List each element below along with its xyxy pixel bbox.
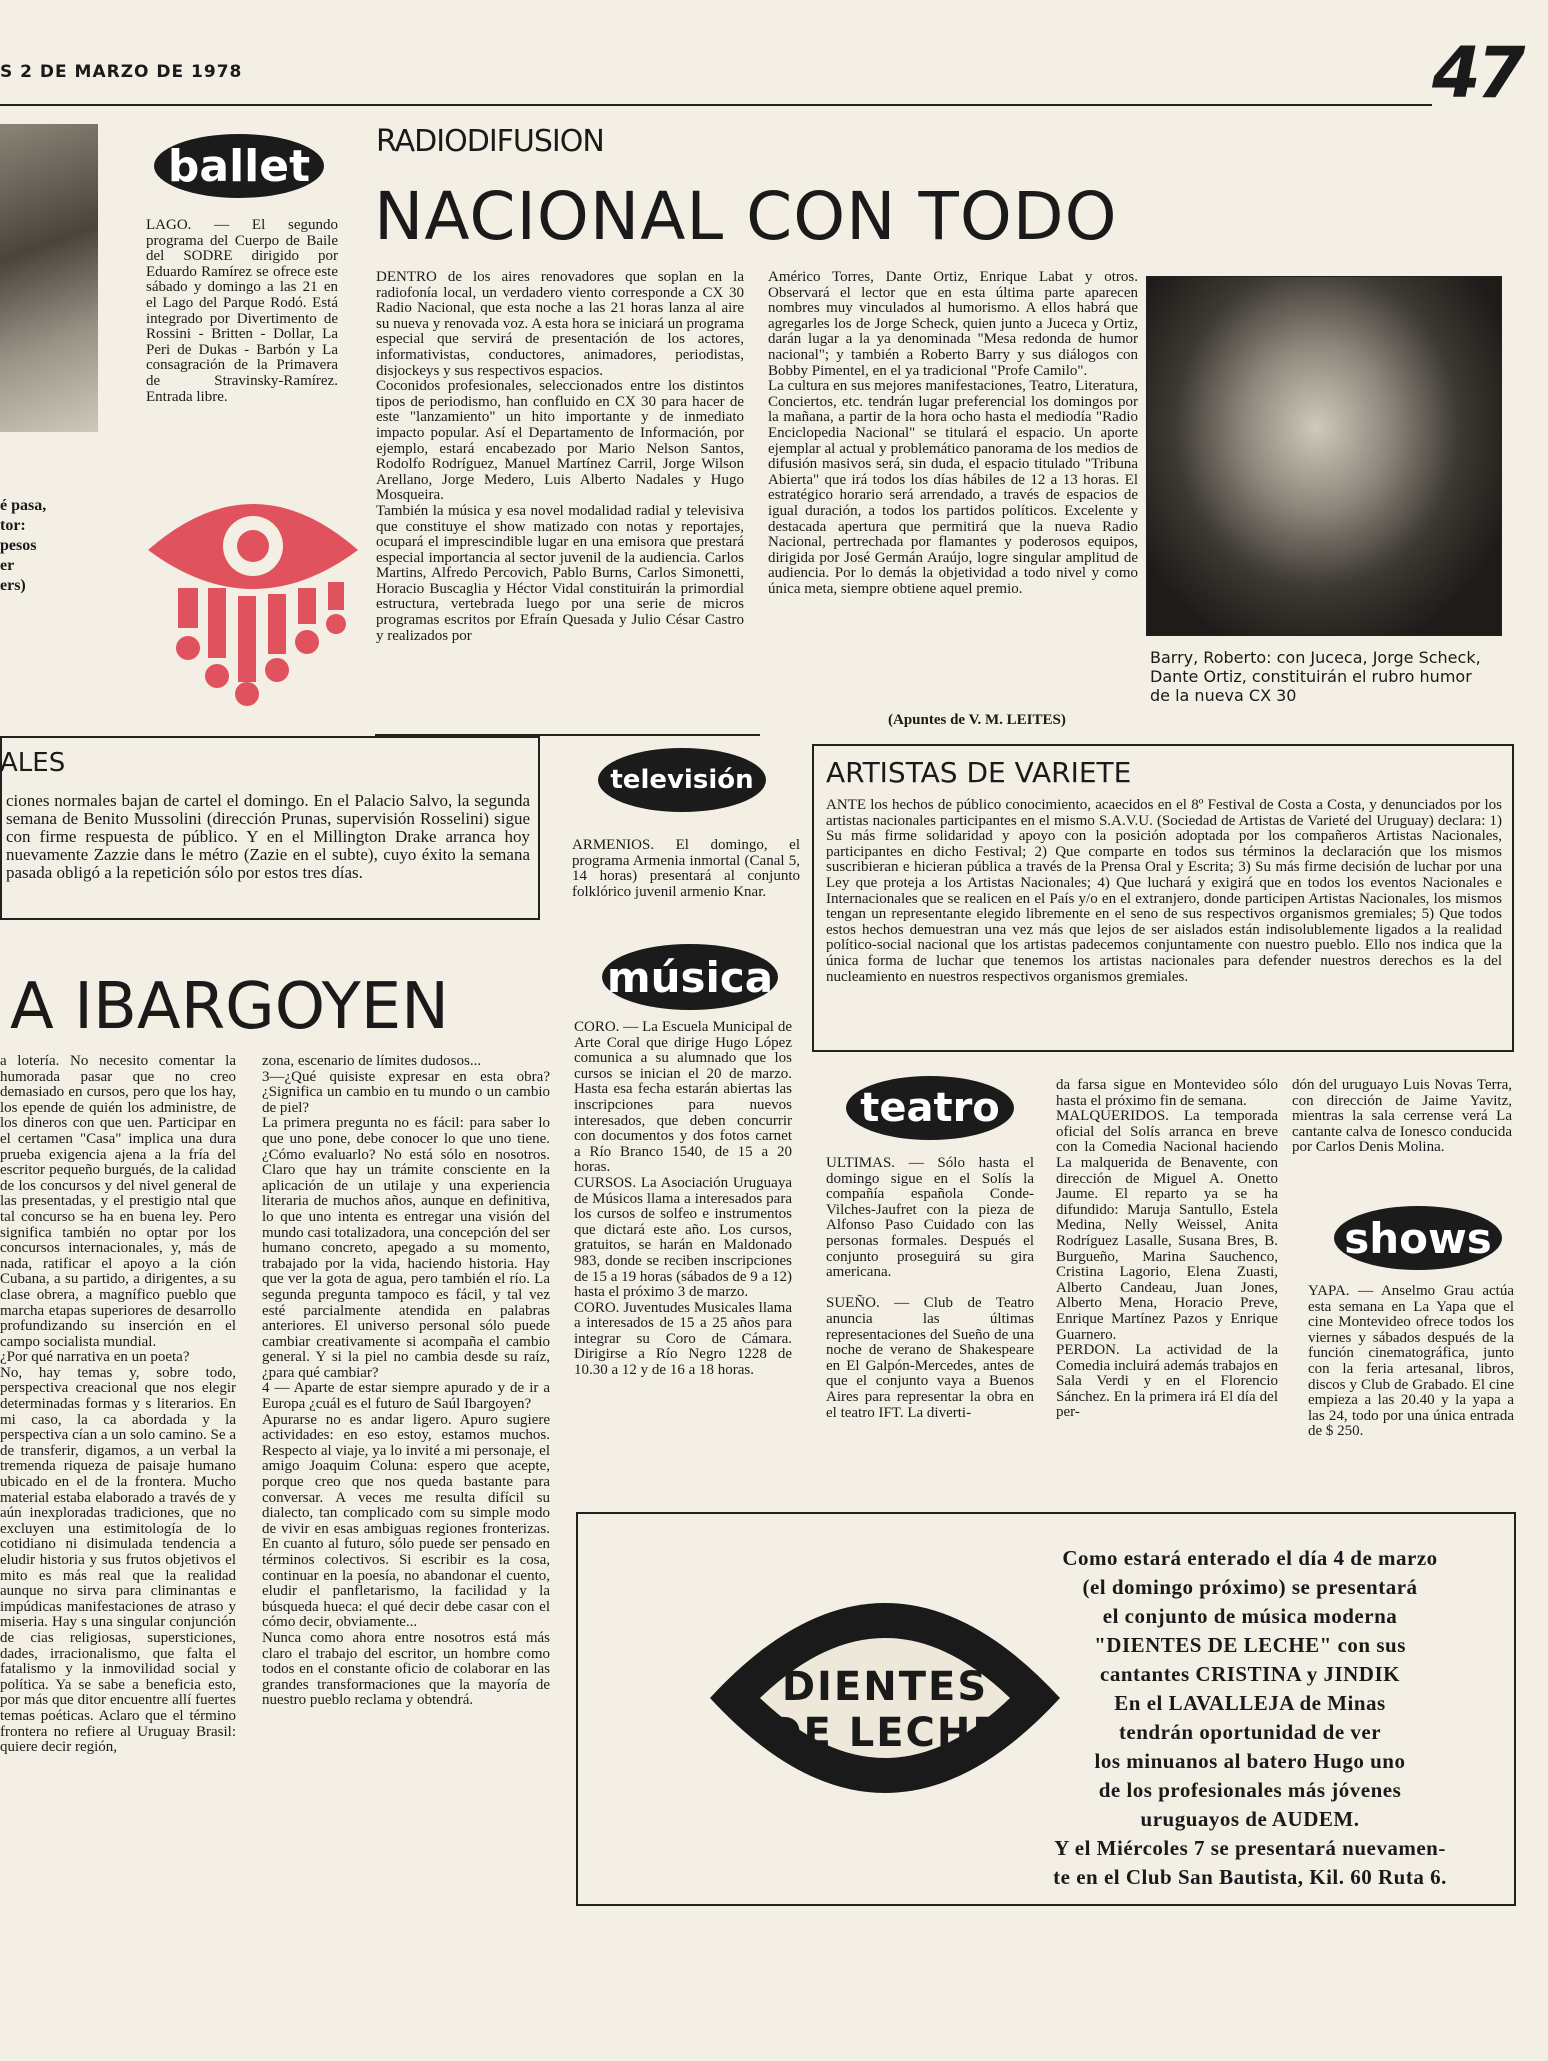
eye-illustration bbox=[138, 478, 368, 710]
ad-line: "DIENTES DE LECHE" con sus bbox=[1094, 1633, 1406, 1657]
masthead-date: S 2 DE MARZO DE 1978 bbox=[0, 62, 243, 82]
radio-kicker: RADIODIFUSION bbox=[376, 124, 604, 159]
teatro-column-2: da farsa sigue en Montevideo sólo hasta el próximo fin de semana. MALQUERIDOS. La temporada oficial del Solís arranca en breve con la Comedia Nacional haciendo La malquerida de Benavente, con dirección de Miguel A. Onetto Jaume. El reparto ya se ha difundido: Maruja Santullo, Estela Medina, Nelly Weissel, Anita Rodríguez Lasalle, Susana Bres, B. Burgueño, Marina Sauchenco, Cristina Lagorio, Elena Zuasti, Alberto Candeau, Juan Jones, Alberto Mena, Horacio Preve, Enrique Martínez Pazos y Enrique Guarnero. PERDON. La actividad de la Comedia incluirá además trabajos en Sala Verdi y en el Florencio Sánchez. En la primera irá El día del per- bbox=[1056, 1078, 1278, 1421]
teatro-column-1: ULTIMAS. — Sólo hasta el domingo sigue en el Solís la compañía española Conde-Vilches-Jaufret con la pieza de Alfonso Paso Cuidado con las personas formales. Después el conjunto proseguirá su gira americana. SUEÑO. — Club de Teatro anuncia las últimas representaciones del Sueño de una noche de verano de Shakespeare en El Galpón-Mercedes, antes de que el conjunto vaya a Buenos Aires para representar la obra en el teatro IFT. La diverti- bbox=[826, 1156, 1034, 1421]
ballet-article: LAGO. — El segundo programa del Cuerpo de Baile del SODRE dirigido por Eduardo Ramírez se ofrece este sábado y domingo a las 21 en el Lago del Parque Rodó. Está integrado por Divertimento de Rossini - Britten - Dollar, La Peri de Dukas - Barbón y La consagración de la Primavera de Stravinsky-Ramírez. Entrada libre. bbox=[146, 218, 338, 405]
ad-line: (el domingo próximo) se presentará bbox=[1082, 1575, 1418, 1599]
cine-article: ciones normales bajan de cartel el domingo. En el Palacio Salvo, la segunda semana de Benito Mussolini (dirección Prunas, supervisión Rosselini) sigue con firme respuesta de público. Y en el Millington Drake arranca hoy nuevamente Zazzie dans le métro (Zazie en el subte), cuyo éxito la semana pasada obligó a la repetición sólo por estos tres días. bbox=[6, 792, 530, 882]
masthead-rule bbox=[0, 104, 1432, 106]
ad-line: tendrán oportunidad de ver bbox=[1118, 1720, 1382, 1744]
dientes-logo-text: DIENTES DE LECHE bbox=[768, 1664, 1002, 1756]
musica-badge-label: música bbox=[606, 952, 774, 1002]
ad-line: de los profesionales más jóvenes bbox=[1098, 1778, 1402, 1802]
television-badge bbox=[598, 748, 766, 812]
ad-line: Como estará enterado el día 4 de marzo bbox=[1062, 1546, 1438, 1570]
ballet-badge-label: ballet bbox=[167, 140, 311, 192]
musica-badge bbox=[602, 944, 778, 1010]
musica-article: CORO. — La Escuela Municipal de Arte Coral que dirige Hugo López comunica a su alumnado que los cursos se inician el 20 de marzo. Hasta esa fecha estarán abiertas las inscripciones para nuevos interesados, que deben concurrir con documentos y dos fotos carnet a Río Branco 1540, de 15 a 20 horas. CURSOS. La Asociación Uruguaya de Músicos llama a interesados para los cursos de solfeo e instrumentos que dictará este año. Los cursos, gratuitos, se harán en Maldonado 983, donde se reciben inscripciones de 15 a 19 horas (sábados de 9 a 12) hasta el próximo 3 de marzo. CORO. Juventudes Musicales llama a interesados de 15 a 25 años para integrar su Coro de Cámara. Dirigirse a Río Negro 1228 de 10.30 a 12 y de 16 a 18 horas. bbox=[574, 1020, 792, 1379]
television-article: ARMENIOS. El domingo, el programa Armenia inmortal (Canal 5, 14 horas) presentará al conjunto folklórico juvenil armenio Knar. bbox=[572, 838, 800, 900]
photo-caption: Barry, Roberto: con Juceca, Jorge Scheck, Dante Ortiz, constituirán el rubro humor de la nueva CX 30 bbox=[1150, 648, 1481, 705]
radio-headline: NACIONAL CON TODO bbox=[374, 178, 1118, 255]
radio-column-1: DENTRO de los aires renovadores que soplan en la radiofonía local, un verdadero viento corresponde a CX 30 Radio Nacional, que esta noche a las 21 horas lanza al aire su nueva y renovada voz. A esta hora se iniciará un programa especial que servirá de presentación de los actores, informativistas, conductores, animadores, periodistas, disjockeys y sus respectivos espacios. Coconidos profesionales, seleccionados entre los distintos tipos de periodismo, han confluido en CX 30 para hacer de este "lanzamiento" un hito importante y de inmediato impacto popular. Así el Departamento de Información, por ejemplo, estará encabezado por Mario Nelson Santos, Rodolfo Rodríguez, Manuel Martínez Carril, Jorge Wilson Arellano, Jorge Medero, Luis Alberto Nadales y Hugo Mosqueira. También la música y esa novel modalidad radial y televisiva que constituye el show matizado con notas y reportajes, ocupará el imprescindible lugar en una emisora que prestará especial importancia al sector juvenil de la audiencia. Carlos Martins, Alfredo Percovich, Pablo Burns, Carlos Simonetti, Horacio Buscaglia y Héctor Vidal constituirán la primordial estructura, vertebrada luego por una serie de micros programas escritos por Efraín Quesada y Julio César Castro y realizados por bbox=[376, 270, 744, 644]
radio-byline: (Apuntes de V. M. LEITES) bbox=[888, 712, 1066, 728]
shows-badge bbox=[1334, 1206, 1502, 1270]
teatro-badge bbox=[846, 1076, 1014, 1140]
ballet-dancer-photo bbox=[0, 124, 98, 432]
ibargoyen-column-1: a lotería. No necesito comentar la humorada pasar que no creo demasiado en cursos, pero que los hay, los epende de quién los administre, de los dineros con que uen. Participar en el certamen "Casa" implica una dura prueba exigencia ajena a la fría del escritor pequeño burgués, de la calidad de los concursos y del nivel general de las presentadas, y el prestigio ntal que tal concurso se ha en buena ley. Pero significa también no optar por los concursos internacionales, y, más de nada, ratificar el apoyo a la ción Cubana, a su partido, a dirigentes, a su clase obrera, a magnífico pueblo que marcha etapas superiores de desarrollo profundizando su inserción en el campo socialista mundial. ¿Por qué narrativa en un poeta? No, hay temas y, sobre todo, perspectiva creacional que nos elegir determinadas formas y s literarios. En mi caso, la ca abordada y la perspectiva cían a un solo camino. Se a de transferir, digamos, a un verbal la tremenda riqueza de paisaje humano ubicado en el de la frontera. Mucho material estaba elaborado a través de y aún inexploradas tradiciones, que no excluyen una estimitología de lo cotidiano ni disimulada tendencia a eludir historia y sus frutos objetivos el mito es más real que la realidad aunque no sirva para climinantas e impúdicas manifestaciones de atraso y miseria. Hay s una singular conjunción de cias religiosas, supersticiones, dades, irracionalismo, que falta el fatalismo y la inmovilidad social y política. Ya se sabe a beneficia esto, por más que ditor encuentre allí fuertes temas poéticas. Aclaro que el término frontera no refiere al Uruguay Brasil: quiere decir región, bbox=[0, 1054, 236, 1756]
radio-column-2: Américo Torres, Dante Ortiz, Enrique Labat y otros. Observará el lector que en esta última parte aparecen nombres muy vinculados al humorismo. A ellos habrá que agregarles los de Jorge Scheck, quien junto a Juceca y Ortiz, darán lugar a la ya denominada "Mesa redonda de humor nacional"; y también a Roberto Barry y sus diálogos con Bobby Pimentel, en el ya tradicional "Profe Camilo". La cultura en sus mejores manifestaciones, Teatro, Literatura, Conciertos, etc. tendrán lugar preferencial los domingos por la mañana, a partir de la hora ocho hasta el mediodía "Radio Enciclopedia Nacional" se titulará el espacio. Un aporte ejemplar al actual y problemático panorama de los medios de difusión masivos será, sin duda, el espacio titulado "Tribuna Abierta" que irá todos los días hábiles de 12 a 13 horas. El estratégico horario será arrendado, a través de espacios de igual duración, a todos los partidos políticos. Excelente y destacada apertura que permitirá que la nueva Radio Nacional, pertrechada por flamantes y poderosos equipos, dirigida por José Germán Araújo, logre singular amplitud de audiencia. Por lo demás la objetividad a todo nivel y como única meta, siempre obtiene aquel premio. bbox=[768, 270, 1138, 597]
variete-heading: ARTISTAS DE VARIETE bbox=[826, 756, 1132, 789]
shows-article: YAPA. — Anselmo Grau actúa esta semana en La Yapa que el cine Montevideo ofrece todos los viernes y sábados después de la función cinematográfica, junto con la feria artesanal, libros, discos y Club de Grabado. El cine empieza a las 20.40 y la yapa a las 24, todo por una única entrada de $ 250. bbox=[1308, 1284, 1514, 1440]
ad-line: el conjunto de música moderna bbox=[1102, 1604, 1398, 1628]
ad-copy bbox=[1002, 1544, 1498, 1892]
page-number: 47 bbox=[1432, 32, 1522, 114]
ad-line: cantantes CRISTINA y JINDIK bbox=[1100, 1662, 1400, 1686]
ad-line: te en el Club San Bautista, Kil. 60 Ruta 6. bbox=[1053, 1865, 1447, 1889]
ad-line: uruguayos de AUDEM. bbox=[1140, 1807, 1360, 1831]
ad-line: Y el Miércoles 7 se presentará nuevamen- bbox=[1054, 1836, 1446, 1860]
teatro-column-3: dón del uruguayo Luis Novas Terra, con dirección de Jaime Yavitz, mientras la sala cerrense verá La cantante calva de Ionesco conducida por Carlos Denis Molina. bbox=[1292, 1078, 1512, 1156]
television-badge-label: televisión bbox=[610, 765, 754, 795]
roberto-barry-photo bbox=[1146, 276, 1502, 636]
cine-heading: ALES bbox=[0, 748, 66, 778]
ballet-badge bbox=[154, 134, 324, 198]
ibargoyen-column-2: zona, escenario de límites dudosos... 3—¿Qué quisiste expresar en esta obra? ¿Significa un cambio en tu mundo o un cambio de piel? La primera pregunta no es fácil: para saber lo que uno pone, debe conocer lo que uno tiene. ¿Cómo evaluarlo? No está sólo en nosotros. Claro que hay un trámite consciente en la aplicación de un utilaje y una experiencia literaria de muchos años, aunque en definitiva, lo que uno intenta es entregar una visión del mundo casi totalizadora, una concepción del ser humano concreto, apegado a su momento, trabajado por la vida, haciendo historia. Hay que ver la gota de agua, pero también el río. La segunda pregunta tampoco es fácil, y tal vez esté parcialmente atendida en palabras anteriores. El universo personal sólo puede cambiar creativamente si acompaña el cambio general. Y si la piel no cambia desde su raíz, ¿para qué cambiar? 4 — Aparte de estar siempre apurado y de ir a Europa ¿cuál es el futuro de Saúl Ibargoyen? Apurarse no es andar ligero. Apuro sugiere actividades: en eso estoy, estamos muchos. Respecto al viaje, ya lo invité a mi personaje, el amigo Joaquim Coluna: espero que acepte, porque creo que nos queda bastante para conversar. A veces me resulta difícil su dialecto, tan complicado com su simple modo de vivir en esas ambiguas regiones fronterizas. En cuanto al futuro, sólo puede ser pensado en términos colectivos. Si escribir es la cosa, continuar en la poesía, no abandonar el cuento, eludir el panfletarismo, la facilidad y la búsqueda hueca: el qué decir debe casar con el cómo decir, obviamente... Nunca como ahora entre nosotros está más claro el trabajo del escritor, un hombre como todos en el constante oficio de colaborar en las grandes transformaciones que la mayoría de nuestro pueblo reclama y obtendrá. bbox=[262, 1054, 550, 1709]
shows-badge-label: shows bbox=[1344, 1213, 1492, 1263]
variete-article: ANTE los hechos de público conocimiento, acaecidos en el 8º Festival de Costa a Costa, y denunciados por los artistas nacionales participantes en el mismo S.A.V.U. (Sociedad de Artistas de Varieté del Uruguay) declara: 1) Su más firme solidaridad y apoyo con la posición adoptada por los compañeros Artistas Nacionales, participantes en dicho Festival; 2) Que comparte en todos sus términos la declaración que los mismos suscribieran e hicieran pública a través de la Prensa Oral y Escrita; 3) Su más firme decisión de luchar por una Ley que proteja a los Artistas Nacionales; 4) Que luchará y exigirá que en todos los eventos Nacionales e Internacionales que se realicen en el País y/o en el extranjero, donde participen Artistas Nacionales, los mismos tengan un representante elegido libremente en el seno de sus respectivos organismos gremiales; 5) Que todos estos hechos demuestran una vez más que lejos de ser aislados están indisolublemente ligados a la realidad político-social nacional que los artistas padecemos conjuntamente con nuestro pueblo. Ello nos indica que la única forma de luchar que tenemos los artistas nacionales para defender nuestros derechos es la del nucleamiento en nuestros respectivos organismos gremiales. bbox=[826, 798, 1502, 985]
ibargoyen-headline: A IBARGOYEN bbox=[10, 970, 450, 1044]
teatro-badge-label: teatro bbox=[860, 1085, 1000, 1131]
ad-line: los minuanos al batero Hugo uno bbox=[1094, 1749, 1406, 1773]
ad-line: En el LAVALLEJA de Minas bbox=[1114, 1691, 1386, 1715]
left-cropped-text: é pasa, tor: pesos er ers) bbox=[0, 497, 47, 594]
